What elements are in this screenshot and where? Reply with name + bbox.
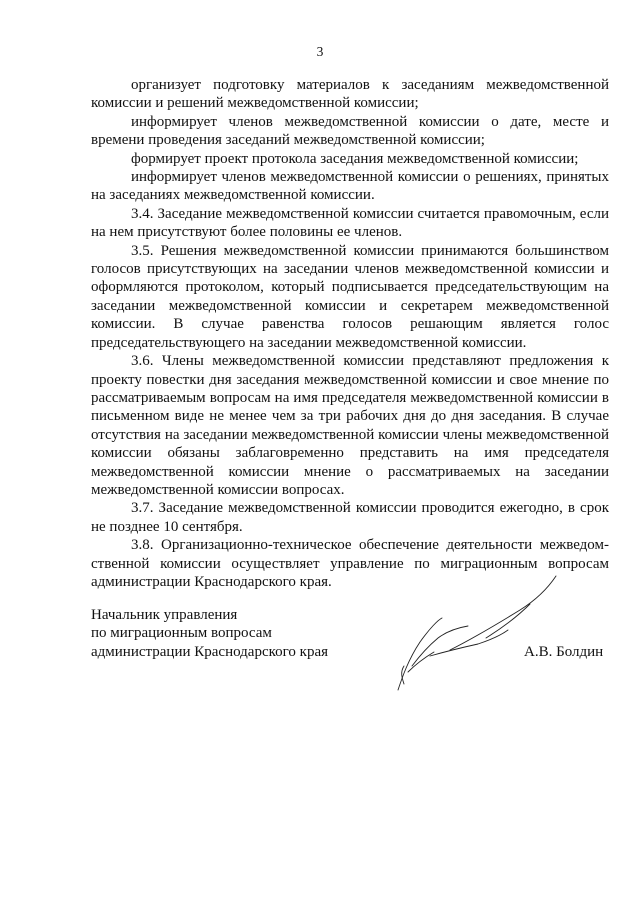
paragraph: формирует проект протокола заседания межведомственной комиссии; [131, 150, 579, 167]
paragraph: информирует членов межведомственной комиссии о дате, месте и времени проведения заседаний межведомственной комиссии; [91, 113, 609, 149]
signatory-name: А.В. Болдин [524, 644, 604, 660]
paragraph: 3.5. Решения межведомственной комиссии принимаются большинством голосов присутствующих на заседании членов межведомственной комиссии и оформляются протоколом, который подписывается председательствующим на заседании межведомственной комиссии и секретарем межведомственной комиссии. В случае равенства голосов решающим является голос председательствующего на заседании межведомственной комиссии. [91, 242, 609, 351]
paragraph: информирует членов межведомственной комиссии о решениях, принятых на заседаниях межведомственной комиссии. [91, 169, 609, 204]
signatory-title-line: по миграционным вопросам [91, 625, 272, 642]
paragraph: 3.8. Организационно-техническое обеспечение деятельности межведом-ственной комиссии осуществляет управление по миграционным вопросам администрации Краснодарского края. [91, 537, 609, 590]
paragraph: 3.6. Члены межведомственной комиссии представляют предложения к проекту повестки дня заседания межведомственной комиссии и свое мнение по рассматриваемым вопросам на имя председателя межведомственной комиссии в письменном виде не менее чем за три рабочих дня до дня заседания. В случае отсутствия на заседании межведомственной комиссии члены межведомственной комиссии обязаны заблаговременно представить на имя председателя межведомственной комиссии мнение о рассматриваемых на заседании межведомственной комиссии вопросах. [91, 353, 609, 498]
paragraph: 3.4. Заседание межведомственной комиссии считается правомочным, если на нем присутствуют более половины ее членов. [91, 205, 609, 241]
signatory-title-line: Начальник управления [91, 607, 238, 623]
document-body [91, 76, 609, 591]
paragraph: организует подготовку материалов к заседаниям межведомственной комиссии и решений межведомственной комиссии; [91, 77, 609, 112]
paragraph: 3.7. Заседание межведомственной комиссии проводится ежегодно, в срок не позднее 10 сентября. [91, 500, 609, 535]
signatory-title-line: администрации Краснодарского края [91, 643, 329, 660]
handwritten-signature [390, 568, 570, 698]
page-number: 3 [316, 44, 324, 59]
